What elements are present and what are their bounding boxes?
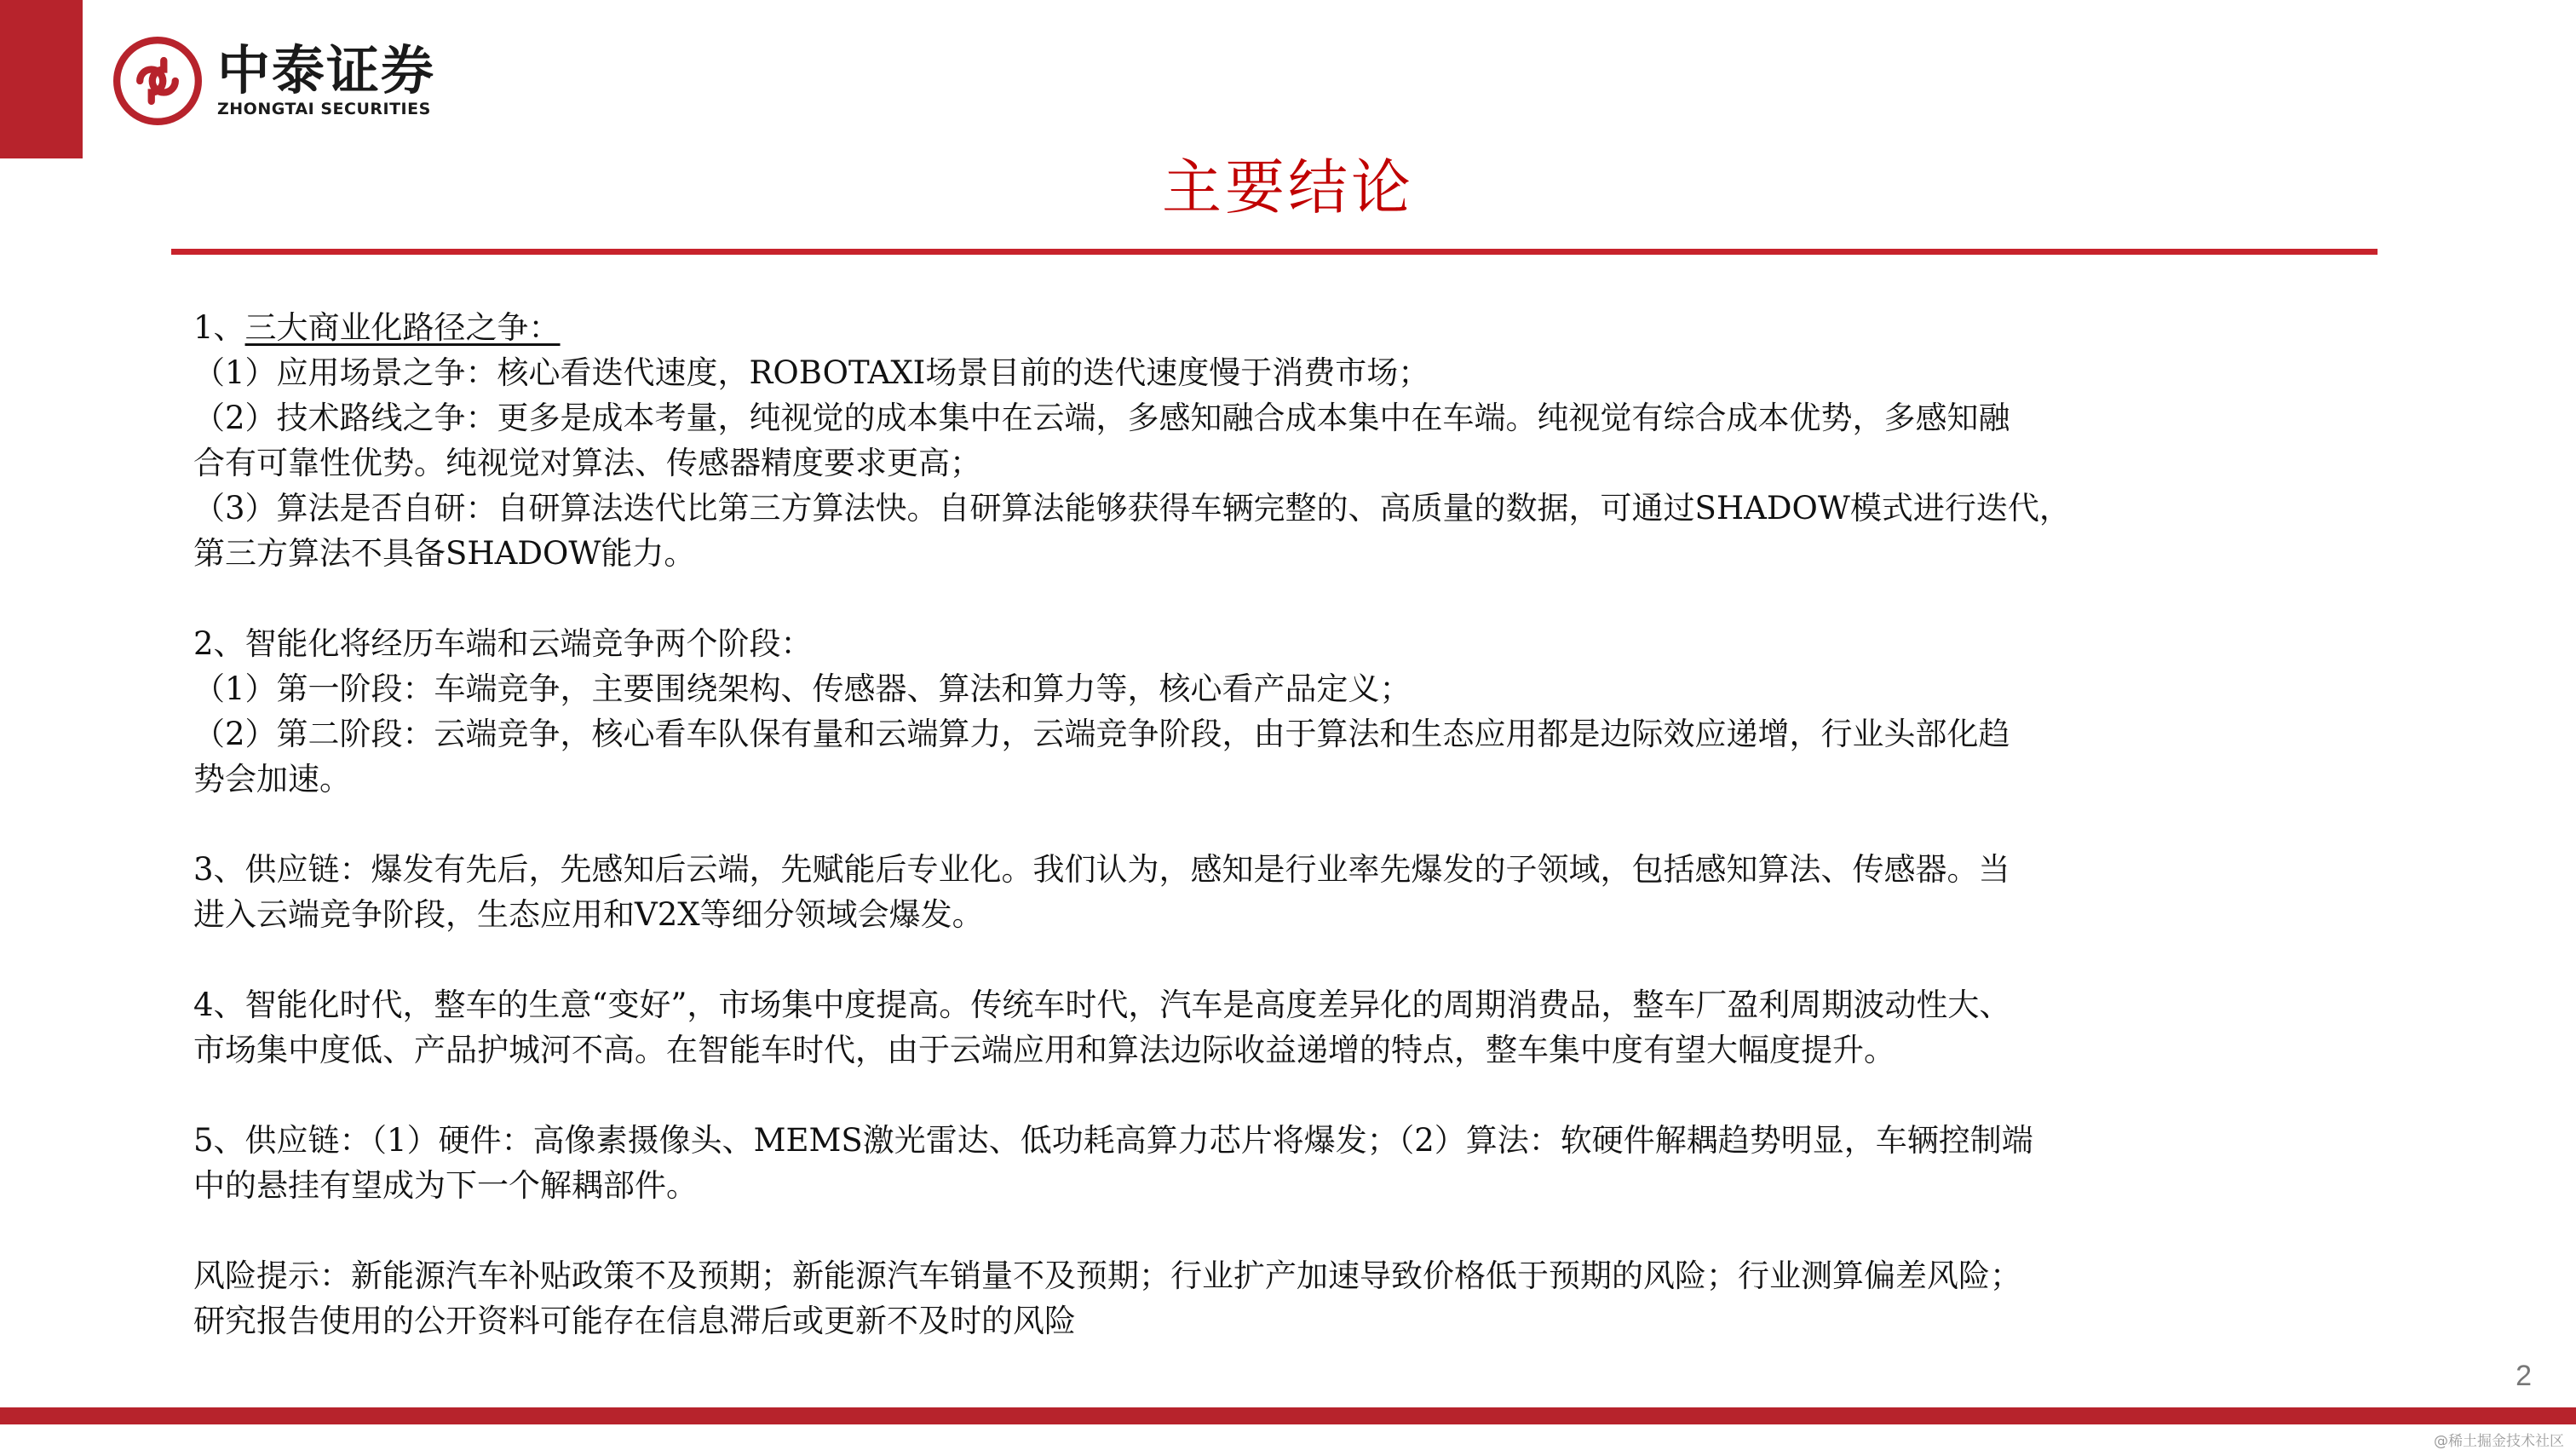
section-2-line: （2）第二阶段：云端竞争，核心看车队保有量和云端算力，云端竞争阶段，由于算法和生态应用都是边际效应递增，行业头部化趋 bbox=[193, 716, 2010, 752]
section-3-line: 进入云端竞争阶段，生态应用和V2X等细分领域会爆发。 bbox=[193, 896, 984, 933]
section-2-line: 势会加速。 bbox=[193, 761, 351, 797]
footer-bar bbox=[0, 1407, 2576, 1424]
section-1-heading bbox=[193, 305, 2374, 350]
logo-english-name: ZHONGTAI SECURITIES bbox=[217, 100, 431, 118]
section-5-line: 5、供应链：（1）硬件：高像素摄像头、MEMS激光雷达、低功耗高算力芯片将爆发；（2）算法：软硬件解耦趋势明显，车辆控制端 bbox=[193, 1122, 2033, 1159]
section-1-line: 第三方算法不具备SHADOW能力。 bbox=[193, 535, 696, 572]
section-1-heading-text: 三大商业化路径之争： bbox=[244, 309, 561, 346]
section-3-line: 3、供应链：爆发有先后，先感知后云端，先赋能后专业化。我们认为，感知是行业率先爆发的子领域，包括感知算法、传感器。当 bbox=[193, 851, 2010, 888]
page-number: 2 bbox=[2516, 1360, 2532, 1392]
conclusions-body bbox=[193, 305, 2374, 1344]
section-1-line: （1）应用场景之争：核心看迭代速度，ROBOTAXI场景目前的迭代速度慢于消费市场； bbox=[193, 354, 1430, 391]
section-1-line: （2）技术路线之争：更多是成本考量，纯视觉的成本集中在云端，多感知融合成本集中在车端。纯视觉有综合成本优势，多感知融 bbox=[193, 400, 2010, 436]
section-2-line: 2、智能化将经历车端和云端竞争两个阶段： bbox=[193, 625, 813, 662]
section-4-line: 4、智能化时代，整车的生意“变好”，市场集中度提高。传统车时代，汽车是高度差异化的周期消费品，整车厂盈利周期波动性大、 bbox=[193, 987, 2011, 1023]
section-4-line: 市场集中度低、产品护城河不高。在智能车时代，由于云端应用和算法边际收益递增的特点，整车集中度有望大幅度提升。 bbox=[193, 1032, 1895, 1068]
title-divider bbox=[171, 249, 2378, 255]
section-5-line: 中的悬挂有望成为下一个解耦部件。 bbox=[193, 1167, 698, 1204]
section-1-line: （3）算法是否自研：自研算法迭代比第三方算法快。自研算法能够获得车辆完整的、高质量的数据，可通过SHADOW模式进行迭代， bbox=[193, 490, 2071, 526]
zhongtai-logo bbox=[113, 34, 435, 128]
corner-accent-bar bbox=[0, 0, 83, 158]
zhongtai-logo-icon bbox=[113, 37, 202, 125]
risk-line: 研究报告使用的公开资料可能存在信息滞后或更新不及时的风险 bbox=[193, 1303, 1076, 1339]
logo-chinese-name: 中泰证券 bbox=[217, 39, 436, 101]
risk-line: 风险提示：新能源汽车补贴政策不及预期；新能源汽车销量不及预期；行业扩产加速导致价格低于预期的风险；行业测算偏差风险； bbox=[193, 1257, 2021, 1294]
section-1-line: 合有可靠性优势。纯视觉对算法、传感器精度要求更高； bbox=[193, 445, 981, 481]
section-1-number: 1、 bbox=[193, 309, 245, 346]
section-2-line: （1）第一阶段：车端竞争，主要围绕架构、传感器、算法和算力等，核心看产品定义； bbox=[193, 670, 1412, 707]
watermark: @稀土掘金技术社区 bbox=[2434, 1433, 2564, 1450]
page-title: 主要结论 bbox=[1162, 152, 1414, 222]
